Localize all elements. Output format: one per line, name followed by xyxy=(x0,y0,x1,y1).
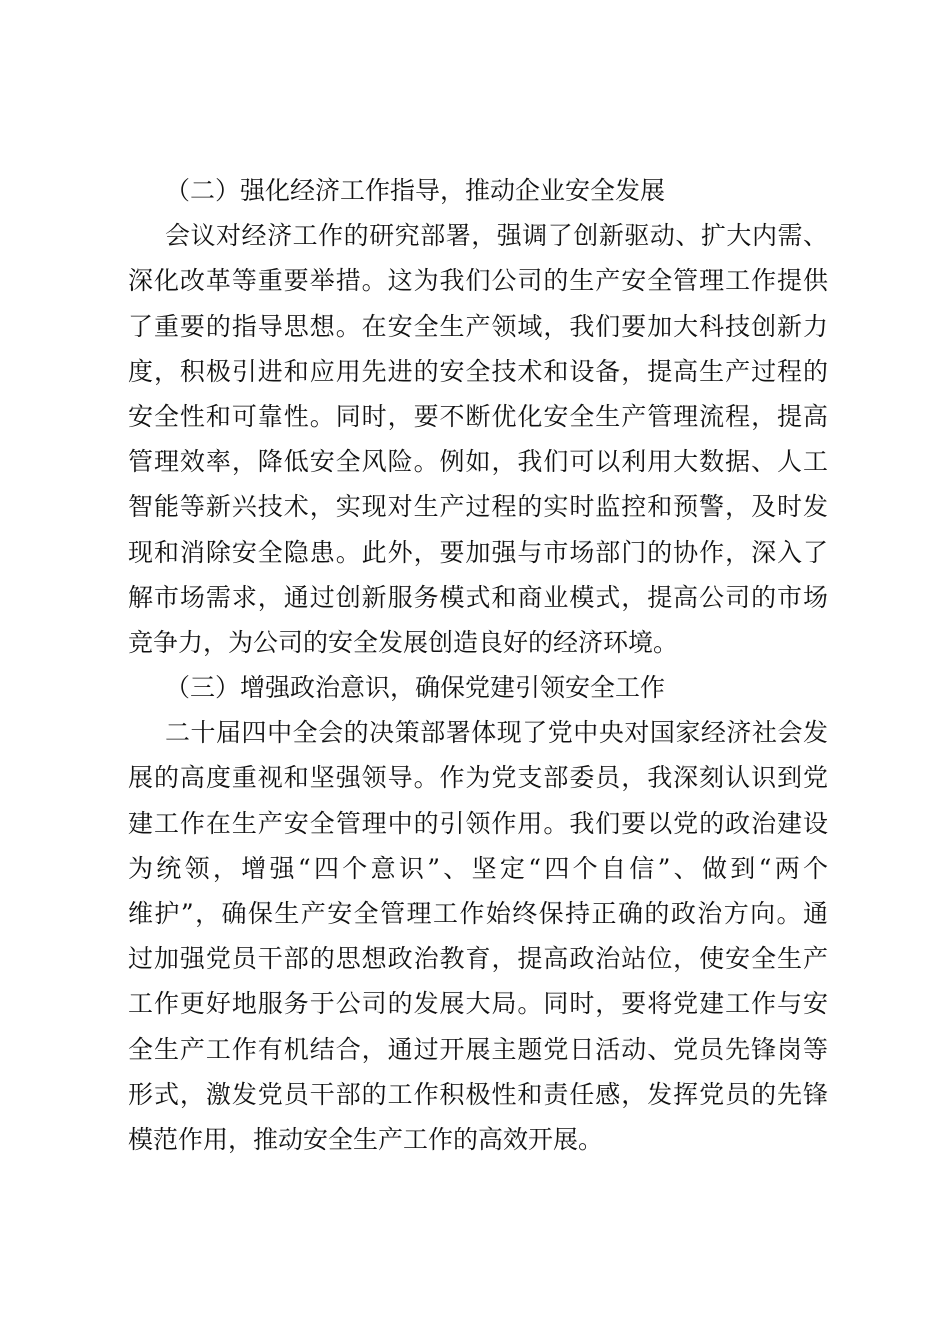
paragraph-line: 了重要的指导思想。在安全生产领域，我们要加大科技创新力 xyxy=(128,311,828,341)
paragraph-line: 工作更好地服务于公司的发展大局。同时，要将党建工作与安 xyxy=(128,989,828,1019)
paragraph-line: 智能等新兴技术，实现对生产过程的实时监控和预警，及时发 xyxy=(128,492,828,522)
paragraph-line: 二十届四中全会的决策部署体现了党中央对国家经济社会发 xyxy=(165,718,828,748)
document-page xyxy=(128,168,828,1162)
paragraph-line: 度，积极引进和应用先进的安全技术和设备，提高生产过程的 xyxy=(128,356,828,386)
paragraph-line: 维护”，确保生产安全管理工作始终保持正确的政治方向。通 xyxy=(128,899,828,928)
paragraph-line: 现和消除安全隐患。此外，要加强与市场部门的协作，深入了 xyxy=(128,537,828,567)
paragraph-line: 深化改革等重要举措。这为我们公司的生产安全管理工作提供 xyxy=(128,266,828,296)
section-heading: （二）强化经济工作指导，推动企业安全发展 xyxy=(165,176,666,205)
paragraph-line: 安全性和可靠性。同时，要不断优化安全生产管理流程，提高 xyxy=(128,401,828,431)
paragraph-line: 模范作用，推动安全生产工作的高效开展。 xyxy=(128,1124,604,1154)
section-heading: （三）增强政治意识，确保党建引领安全工作 xyxy=(165,673,666,703)
paragraph-line: 全生产工作有机结合，通过开展主题党日活动、党员先锋岗等 xyxy=(128,1034,828,1064)
paragraph-line: 会议对经济工作的研究部署，强调了创新驱动、扩大内需、 xyxy=(165,221,828,251)
paragraph-line: 为统领，增强“四个意识”、坚定“四个自信”、做到“两个 xyxy=(128,853,828,883)
paragraph-line: 形式，激发党员干部的工作积极性和责任感，发挥党员的先锋 xyxy=(128,1079,828,1109)
paragraph-line: 建工作在生产安全管理中的引领作用。我们要以党的政治建设 xyxy=(128,808,828,838)
paragraph-line: 展的高度重视和坚强领导。作为党支部委员，我深刻认识到党 xyxy=(128,763,828,793)
paragraph-line: 管理效率，降低安全风险。例如，我们可以利用大数据、人工 xyxy=(128,447,828,477)
paragraph-line: 解市场需求，通过创新服务模式和商业模式，提高公司的市场 xyxy=(128,582,828,612)
paragraph-line: 过加强党员干部的思想政治教育，提高政治站位，使安全生产 xyxy=(128,944,828,974)
paragraph-line: 竞争力，为公司的安全发展创造良好的经济环境。 xyxy=(128,627,679,657)
